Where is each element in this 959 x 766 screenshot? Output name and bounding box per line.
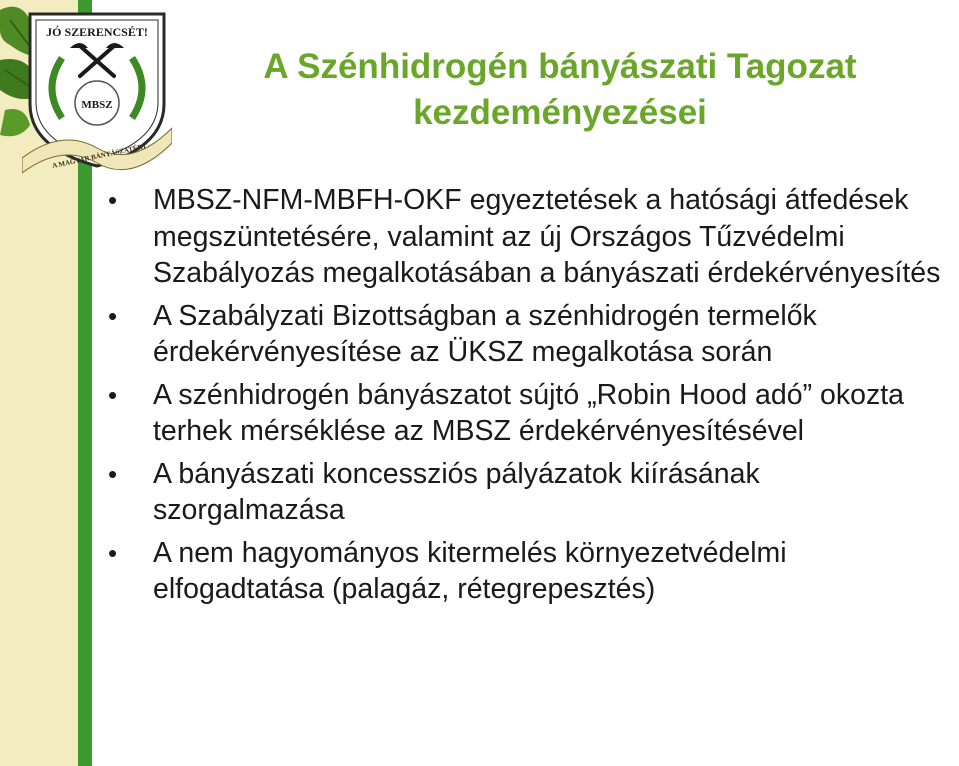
emblem-ribbon-text: A MAGYAR BÁNYÁSZATÉRT [51, 142, 148, 170]
bullet-text: A bányászati koncessziós pályázatok kiírásának szorgalmazása [153, 457, 760, 526]
bullet-text: MBSZ-NFM-MBFH-OKF egyeztetések a hatósági átfedések megszüntetésére, valamint az új Országos Tűzvédelmi Szabályozás megalkotásában a bányászati érdekérvényesítés [153, 184, 941, 289]
bullet-item [108, 298, 953, 371]
bullet-list [108, 182, 953, 614]
bullet-dot-icon: • [108, 185, 118, 215]
slide-title-line-2: kezdeményezései [413, 93, 707, 132]
bullet-dot-icon: • [108, 458, 118, 489]
emblem-center-text: MBSZ [81, 99, 113, 111]
bullet-text: A Szabályzati Bizottságban a szénhidrogén termelők érdekérvényesítése az ÜKSZ megalkotása során [153, 299, 817, 368]
bullet-item [108, 535, 953, 608]
mbsz-emblem-logo [22, 8, 172, 178]
slide-title [190, 44, 930, 136]
bullet-text: A szénhidrogén bányászatot sújtó „Robin Hood adó” okozta terhek mérséklése az MBSZ érdekérvényesítésével [153, 378, 904, 447]
emblem-top-text: JÓ SZERENCSÉT! [46, 25, 148, 39]
bullet-item [108, 456, 953, 529]
bullet-dot-icon: • [108, 379, 118, 410]
slide-title-line-1: A Szénhidrogén bányászati Tagozat [263, 47, 857, 86]
bullet-dot-icon: • [108, 537, 118, 568]
bullet-item [108, 377, 953, 450]
bullet-item [108, 182, 953, 292]
bullet-text: A nem hagyományos kitermelés környezetvédelmi elfogadtatása (palagáz, rétegrepesztés) [153, 536, 787, 605]
bullet-dot-icon: • [108, 300, 118, 331]
